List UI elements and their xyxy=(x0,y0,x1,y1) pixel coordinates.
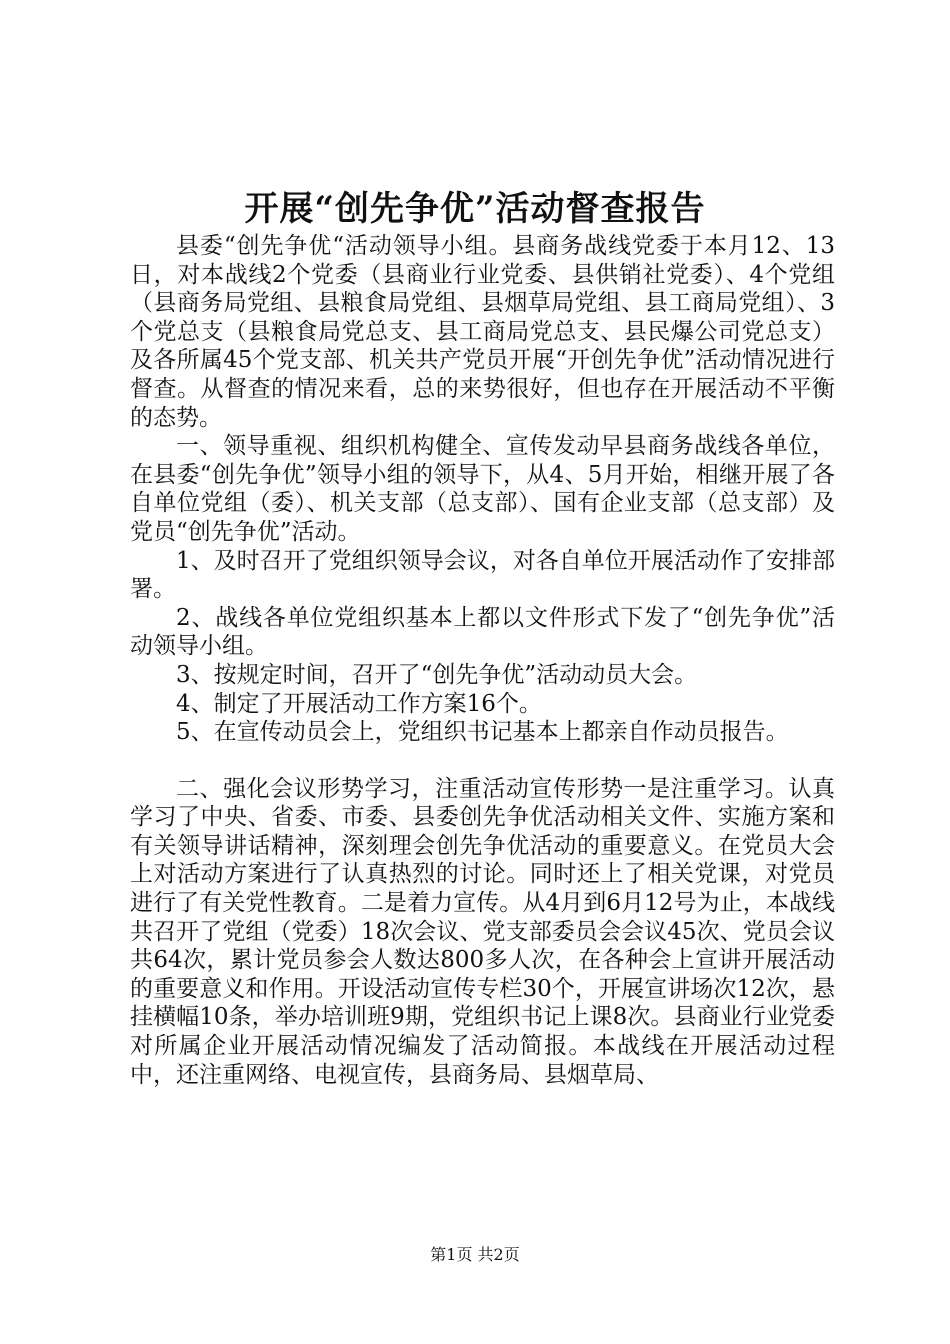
paragraph-item-3: 3、按规定时间，召开了“创先争优”活动动员大会。 xyxy=(176,661,698,688)
document-title: 开展“创先争优”活动督查报告 xyxy=(244,189,706,229)
paragraph-item-2: 2、战线各单位党组织基本上都以文件形式下发了“创先争优”活动领导小组。 xyxy=(130,604,835,660)
paragraph-intro: 县委“创先争优“活动领导小组。县商务战线党委于本月12、13日，对本战线2个党委（县商业行业党委、县供销社党委）、4个党组（县商务局党组、县粮食局党组、县烟草局党组、县工商局党组）、3个党总支（县粮食局党总支、县工商局党总支、县民爆公司党总支）及各所属45个党支部、机关共产党员开展“开创先争优”活动情况进行督查。从督查的情况来看，总的来势很好，但也存在开展活动不平衡的态势。 xyxy=(130,233,835,431)
paragraph-section-2: 二、强化会议形势学习，注重活动宣传形势一是注重学习。认真学习了中央、省委、市委、县委创先争优活动相关文件、实施方案和有关领导讲话精神，深刻理会创先争优活动的重要意义。在党员大会上对活动方案进行了认真热烈的讨论。同时还上了相关党课，对党员进行了有关党性教育。二是着力宣传。从4月到6月12号为止，本战线共召开了党组（党委）18次会议、党支部委员会会议45次、党员会议共64次，累计党员参会人数达800多人次，在各种会上宣讲开展活动的重要意义和作用。开设活动宣传专栏30个，开展宣讲场次12次，悬挂横幅10条，举办培训班9期，党组织书记上课8次。县商业行业党委对所属企业开展活动情况编发了活动简报。本战线在开展活动过程中，还注重网络、电视宣传，县商务局、县烟草局、 xyxy=(130,775,835,1088)
paragraph-item-5: 5、在宣传动员会上，党组织书记基本上都亲自作动员报告。 xyxy=(176,719,789,746)
paragraph-item-4: 4、制定了开展活动工作方案16个。 xyxy=(176,690,542,717)
paragraph-item-1: 1、及时召开了党组织领导会议，对各自单位开展活动作了安排部署。 xyxy=(130,547,835,603)
paragraph-section-1: 一、领导重视、组织机构健全、宣传发动早县商务战线各单位，在县委“创先争优”领导小组的领导下，从4、5月开始，相继开展了各自单位党组（委）、机关支部（总支部）、国有企业支部（总支部）及党员“创先争优”活动。 xyxy=(130,433,835,545)
document-body xyxy=(130,232,835,1089)
page-number-footer: 第1页 共2页 xyxy=(430,1245,520,1264)
